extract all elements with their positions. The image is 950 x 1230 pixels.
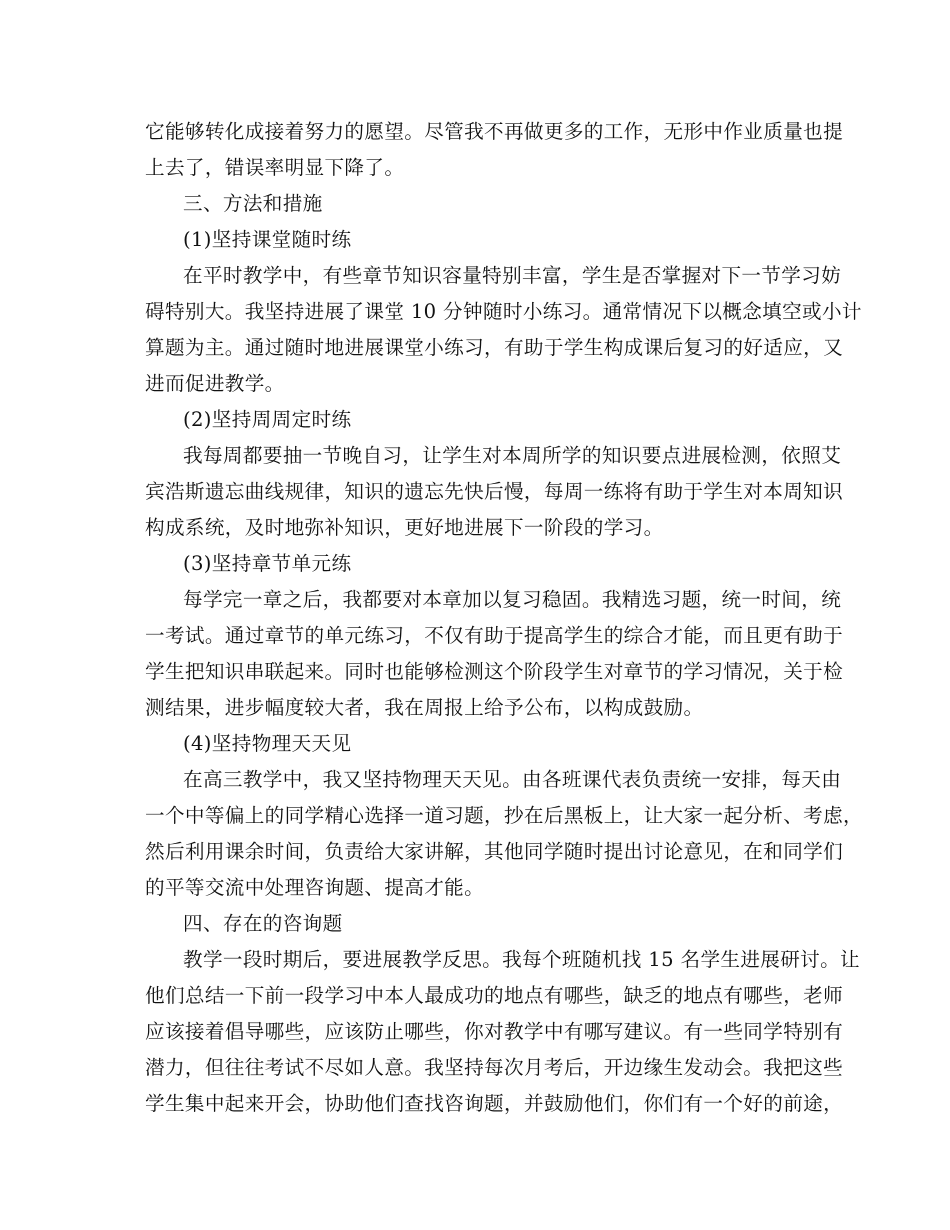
paragraph-line: 在平时教学中，有些章节知识容量特别丰富，学生是否掌握对下一节学习妨	[183, 264, 842, 287]
paragraph-line: 算题为主。通过随时地进展课堂小练习，有助于学生构成课后复习的好适应，又	[145, 336, 844, 359]
subsection-heading: (4)坚持物理天天见	[183, 732, 352, 755]
paragraph-line: 宾浩斯遗忘曲线规律，知识的遗忘先快后慢，每周一练将有助于学生对本周知识	[145, 480, 844, 503]
paragraph-line: 应该接着倡导哪些，应该防止哪些，你对教学中有哪写建议。有一些同学特别有	[145, 1020, 844, 1043]
paragraph-line: 教学一段时期后，要进展教学反思。我每个班随机找 15 名学生进展研讨。让	[183, 948, 860, 971]
subsection-heading: (2)坚持周周定时练	[183, 408, 352, 431]
paragraph-line: 的平等交流中处理咨询题、提高才能。	[145, 876, 485, 899]
paragraph-line: 碍特别大。我坚持进展了课堂 10 分钟随时小练习。通常情况下以概念填空或小计	[145, 300, 862, 323]
paragraph-line: 一考试。通过章节的单元练习，不仅有助于提高学生的综合才能，而且更有助于	[145, 624, 844, 647]
paragraph-line: 然后利用课余时间，负责给大家讲解，其他同学随时提出讨论意见，在和同学们	[145, 840, 844, 863]
text-line: 它能够转化成接着努力的愿望。尽管我不再做更多的工作，无形中作业质量也提	[145, 120, 844, 143]
paragraph-line: 学生集中起来开会，协助他们查找咨询题，并鼓励他们，你们有一个好的前途，	[145, 1092, 844, 1115]
section-heading: 四、存在的咨询题	[183, 912, 343, 935]
paragraph-line: 测结果，进步幅度较大者，我在周报上给予公布，以构成鼓励。	[145, 696, 704, 719]
paragraph-line: 构成系统，及时地弥补知识，更好地进展下一阶段的学习。	[145, 516, 664, 539]
subsection-heading: (1)坚持课堂随时练	[183, 228, 352, 251]
paragraph-line: 进而促进教学。	[145, 372, 285, 395]
paragraph-line: 学生把知识串联起来。同时也能够检测这个阶段学生对章节的学习情况，关于检	[145, 660, 844, 683]
paragraph-line: 我每周都要抽一节晚自习，让学生对本周所学的知识要点进展检测，依照艾	[183, 444, 842, 467]
section-heading: 三、方法和措施	[183, 192, 323, 215]
paragraph-line: 潜力，但往往考试不尽如人意。我坚持每次月考后，开边缘生发动会。我把这些	[145, 1056, 844, 1079]
paragraph-line: 在高三教学中，我又坚持物理天天见。由各班课代表负责统一安排，每天由	[183, 768, 842, 791]
paragraph-line: 他们总结一下前一段学习中本人最成功的地点有哪些，缺乏的地点有哪些，老师	[145, 984, 844, 1007]
paragraph-line: 每学完一章之后，我都要对本章加以复习稳固。我精选习题，统一时间，统	[183, 588, 842, 611]
subsection-heading: (3)坚持章节单元练	[183, 552, 352, 575]
text-line: 上去了，错误率明显下降了。	[145, 156, 405, 179]
paragraph-line: 一个中等偏上的同学精心选择一道习题，抄在后黑板上，让大家一起分析、考虑，	[145, 804, 863, 827]
